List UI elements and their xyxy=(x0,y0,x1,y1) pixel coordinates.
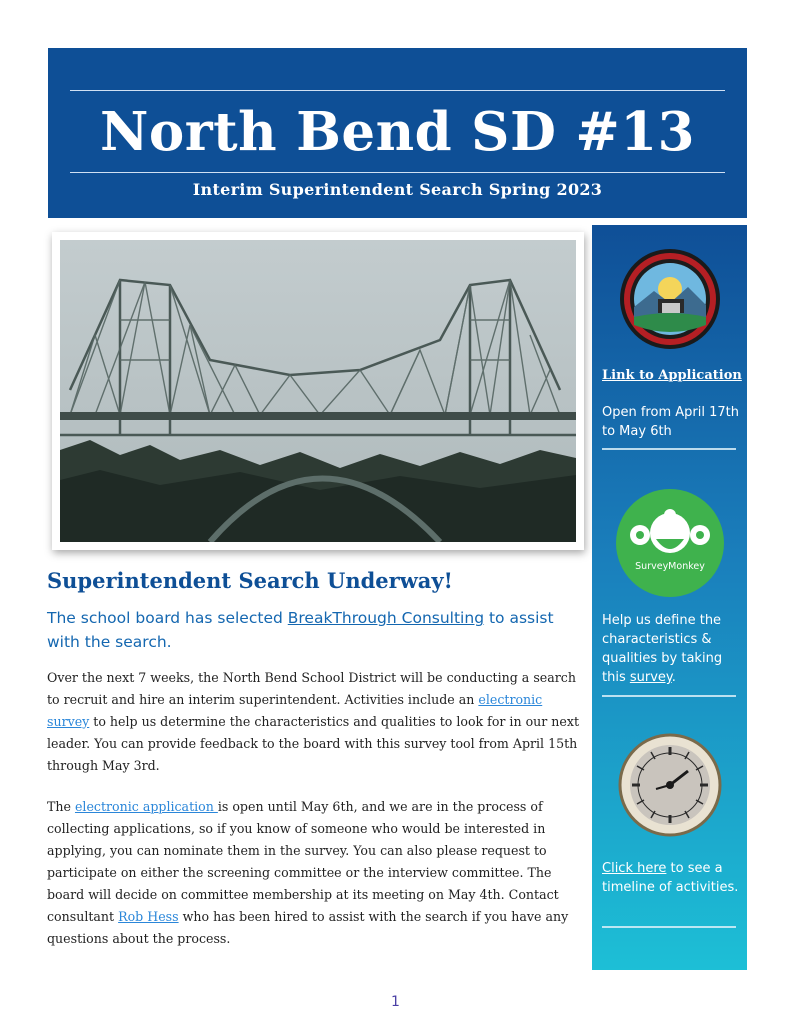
electronic-application-link[interactable]: electronic application xyxy=(74,799,218,814)
para1-text-before: Over the next 7 weeks, the North Bend School District will be conducting a search to recruit and hire an interim superintendent. Activities include an xyxy=(47,670,576,707)
page-number: 1 xyxy=(391,994,400,1010)
surveymonkey-wordmark: SurveyMonkey xyxy=(635,561,705,572)
paragraph-application xyxy=(47,796,582,950)
sidebar-divider xyxy=(602,695,736,697)
header-banner xyxy=(48,48,747,218)
sidebar-divider xyxy=(602,926,736,928)
para1-text-after: to help us determine the characteristics and qualities to look for in our next leader. You can provide feedback to the board with this survey tool from April 15th through May 3rd. xyxy=(47,714,580,773)
breakthrough-consulting-link[interactable]: BreakThrough Consulting xyxy=(287,609,485,627)
bridge-photo xyxy=(60,240,576,542)
page-subtitle: Interim Superintendent Search Spring 2023 xyxy=(192,180,603,199)
timeline-link[interactable]: Click here xyxy=(602,861,667,876)
banner-bottom-rule xyxy=(70,172,725,173)
lead-paragraph xyxy=(47,606,577,654)
clock-icon xyxy=(618,733,722,837)
survey-text-before: Help us define the characteristics & qualities by taking this xyxy=(602,613,723,685)
district-seal-icon xyxy=(618,247,722,351)
banner-top-rule xyxy=(70,90,725,91)
surveymonkey-logo-icon xyxy=(616,489,724,597)
headline: Superintendent Search Underway! xyxy=(47,568,453,593)
timeline-text-after: to see a timeline of activities. xyxy=(602,861,739,895)
paragraph-survey xyxy=(47,667,582,777)
bridge-photo-frame xyxy=(52,232,584,550)
rob-hess-link[interactable]: Rob Hess xyxy=(118,909,179,924)
sidebar-divider xyxy=(602,448,736,450)
timeline-text xyxy=(602,859,742,897)
para2-text-after: who has been hired to assist with the search if you have any questions about the process. xyxy=(47,909,569,946)
application-dates: Open from April 17th to May 6th xyxy=(602,405,739,439)
para2-text-mid: is open until May 6th, and we are in the process of collecting applications, so if you know of someone who would be interested in applying, you can nominate them in the survey. You can also please request to participate on either the screening committee or the interview committee. The board will decide on committee membership at its meeting on May 4th. Contact consultant xyxy=(47,799,559,924)
application-link[interactable]: Link to Application xyxy=(602,368,742,383)
electronic-survey-link[interactable]: electronic survey xyxy=(47,692,543,729)
survey-text-after: . xyxy=(671,670,676,685)
page-title: North Bend SD #13 xyxy=(99,101,696,163)
sidebar xyxy=(592,225,747,970)
para2-text-before: The xyxy=(47,799,75,814)
lead-text-before: The school board has selected xyxy=(47,609,288,627)
lead-text-after: to assist with the search. xyxy=(47,609,554,651)
survey-link[interactable]: survey xyxy=(629,670,672,685)
survey-text xyxy=(602,611,742,687)
